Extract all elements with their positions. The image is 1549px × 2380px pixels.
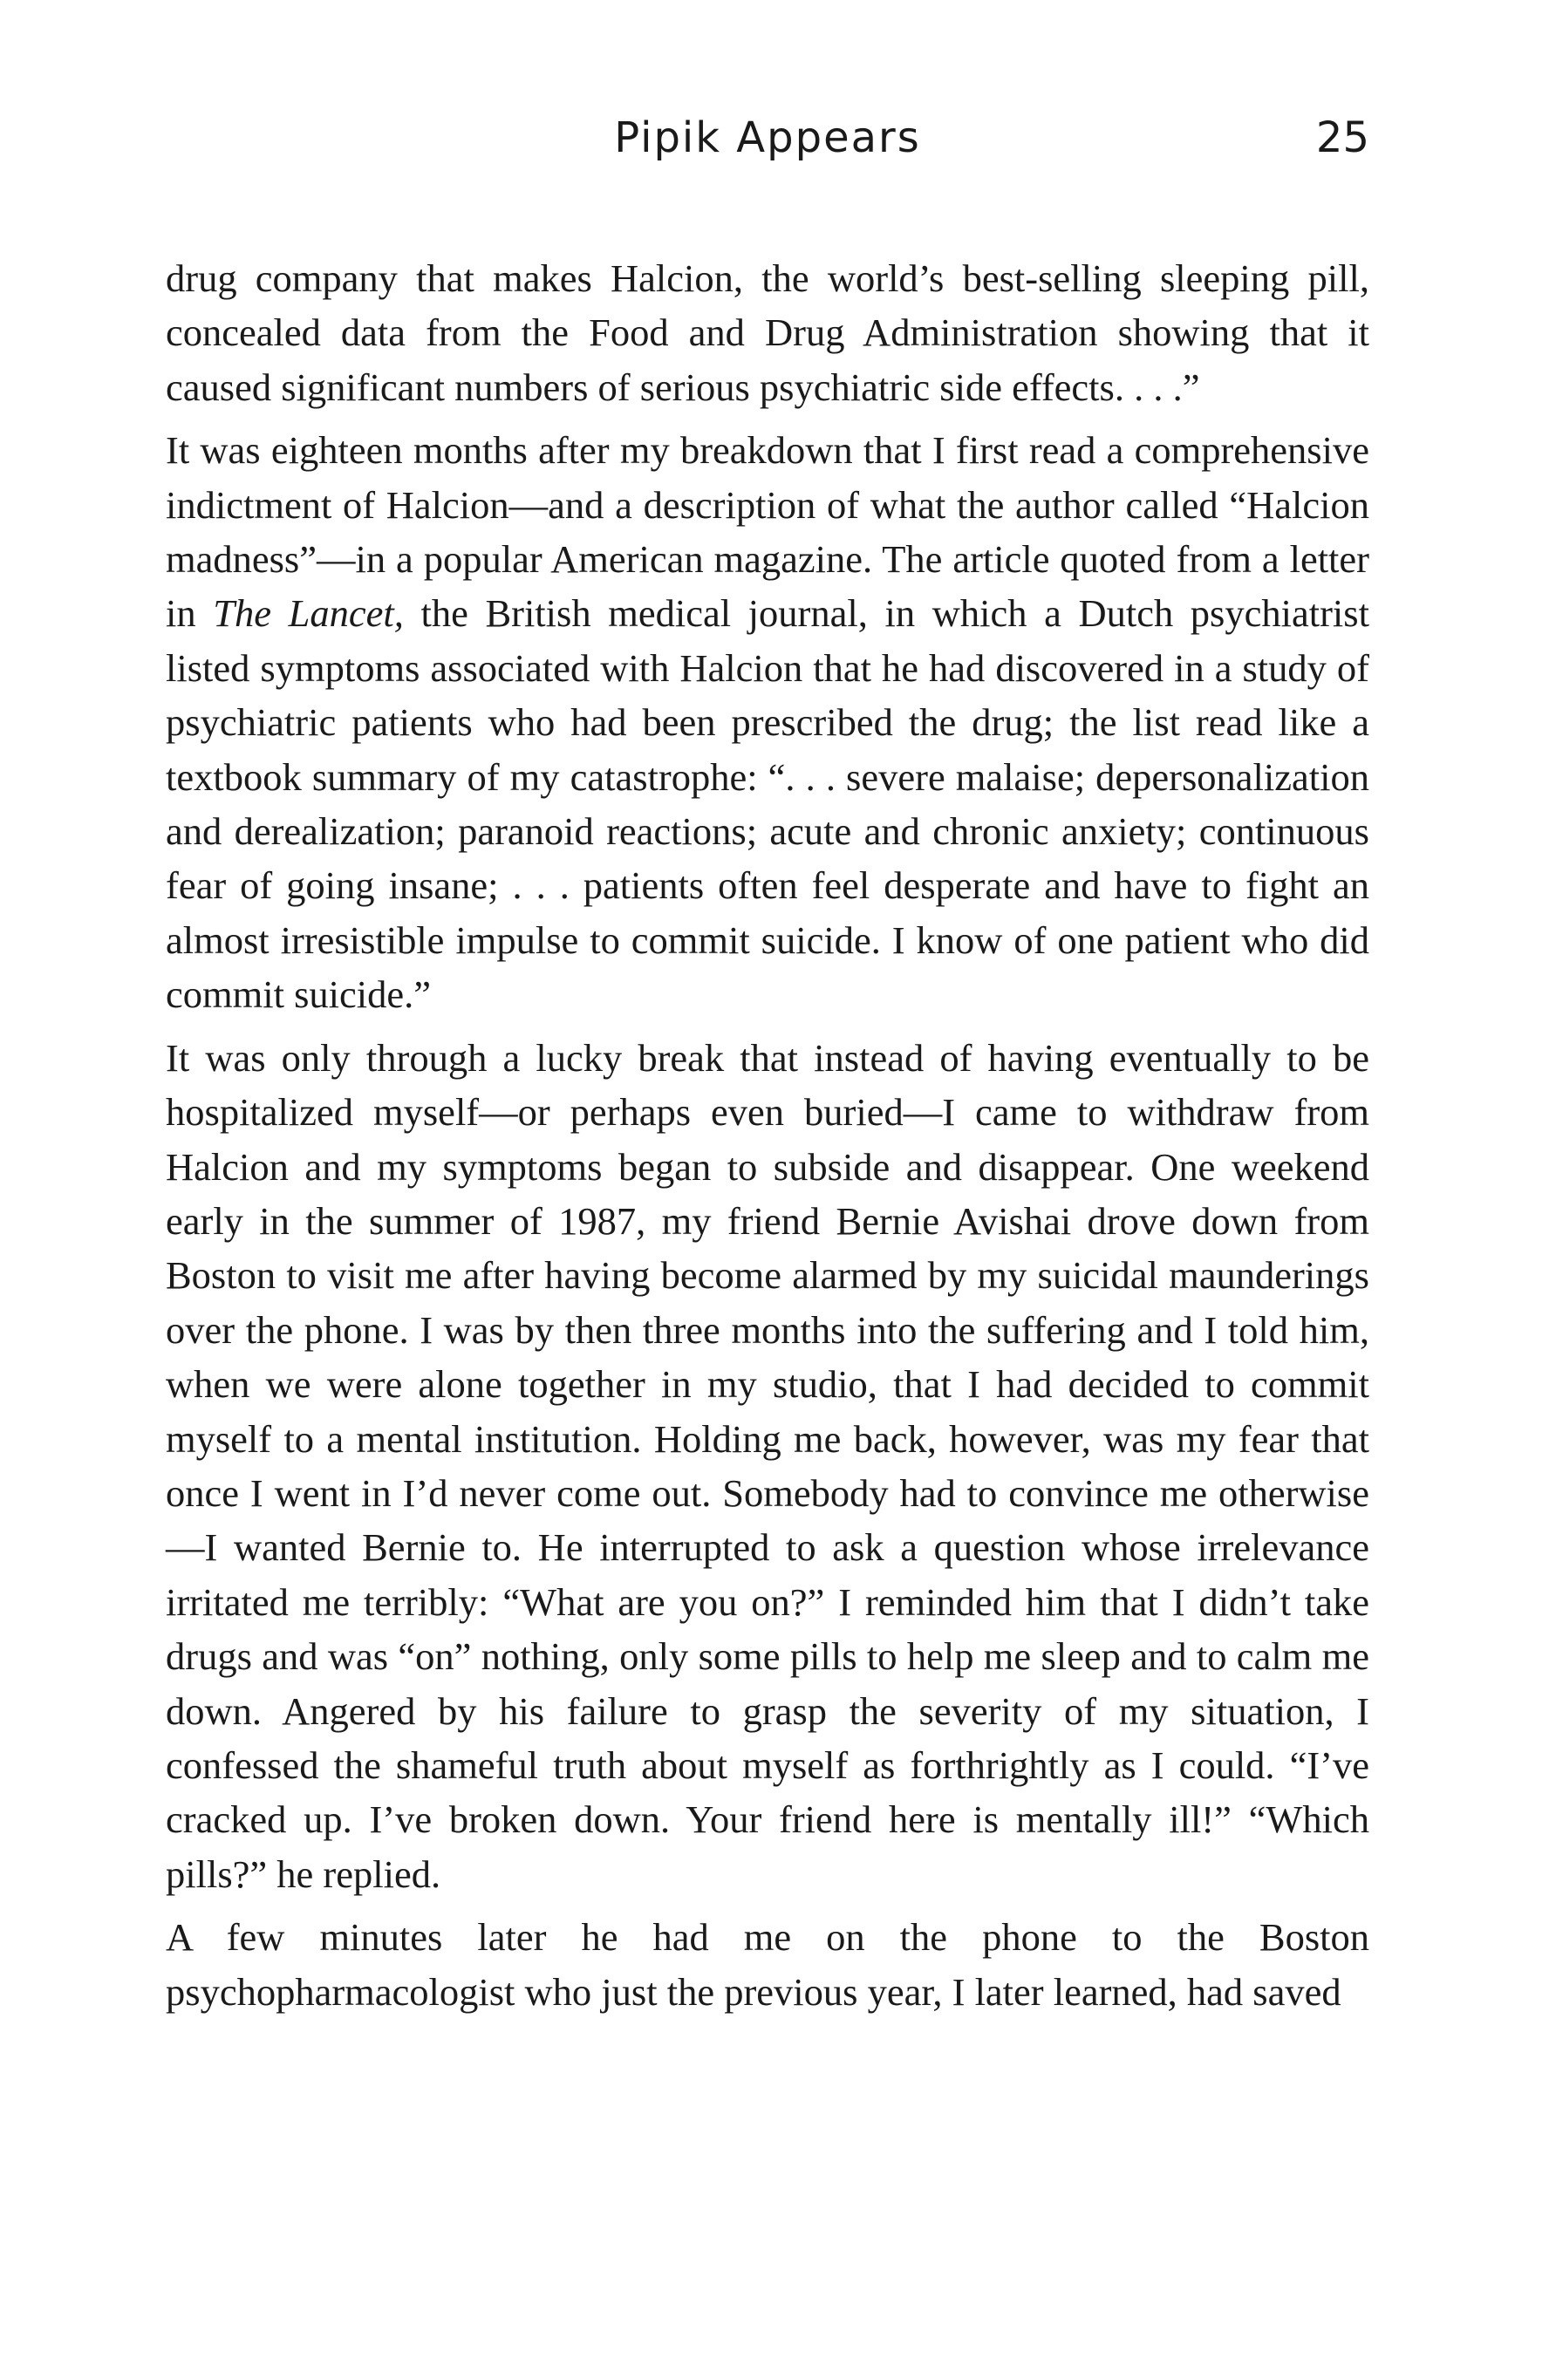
text-run: the British medical journal, in which a Dutch psychiatrist listed symptoms associated with Halcion that he had discovered in a study of psychiatric patients who had been prescribed the drug; the list read like a textbook summary of my catastrophe: “. . . severe malaise; depersonalization and derealization; paranoid reactions; acute and chronic anxiety; continuous fear of going insane; . . . patients often feel desperate and have to fight an almost irresistible impulse to commit suicide. I know of one patient who did commit suicide.” xyxy=(166,591,1369,1017)
paragraph-continued xyxy=(166,251,1369,414)
text-run: drug company that makes Halcion, the world’s best-selling sleeping pill, concealed data from the Food and Drug Administration showing that it caused significant numbers of serious psychiatric side effects. . . .” xyxy=(166,256,1369,409)
journal-title-italic: The Lancet, xyxy=(213,591,404,636)
paragraph xyxy=(166,1910,1369,2019)
running-head xyxy=(166,103,1369,173)
body-text xyxy=(166,251,1369,2019)
running-title: Pipik Appears xyxy=(614,113,921,162)
paragraph xyxy=(166,1031,1369,1902)
paragraph xyxy=(166,423,1369,1021)
text-run: It was eighteen months after my breakdown that I first read a comprehensive indictment of Halcion—and a description of what the author called “Halcion madness”—in a popular American magazine. The article quoted from a letter in xyxy=(166,428,1369,636)
text-run: A few minutes later he had me on the phone to the Boston psychopharmacologist who just the previous year, I later learned, had saved xyxy=(166,1915,1369,2014)
text-run: It was only through a lucky break that instead of having eventually to be hospitalized myself—or perhaps even buried—I came to withdraw from Halcion and my symptoms began to subside and disappear. One weekend early in the summer of 1987, my friend Bernie Avishai drove down from Boston to visit me after having become alarmed by my suicidal maunderings over the phone. I was by then three months into the suffering and I told him, when we were alone together in my studio, that I had decided to commit myself to a mental institution. Holding me back, however, was my fear that once I went in I’d never come out. Somebody had to convince me otherwise—I wanted Bernie to. He interrupted to ask a question whose irrelevance irritated me terribly: “What are you on?” I reminded him that I didn’t take drugs and was “on” nothing, only some pills to help me sleep and to calm me down. Angered by his failure to grasp the severity of my situation, I confessed the shameful truth about myself as forthrightly as I could. “I’ve cracked up. I’ve broken down. Your friend here is mentally ill!” “Which pills?” he replied. xyxy=(166,1035,1369,1896)
page-number: 25 xyxy=(1315,113,1369,162)
